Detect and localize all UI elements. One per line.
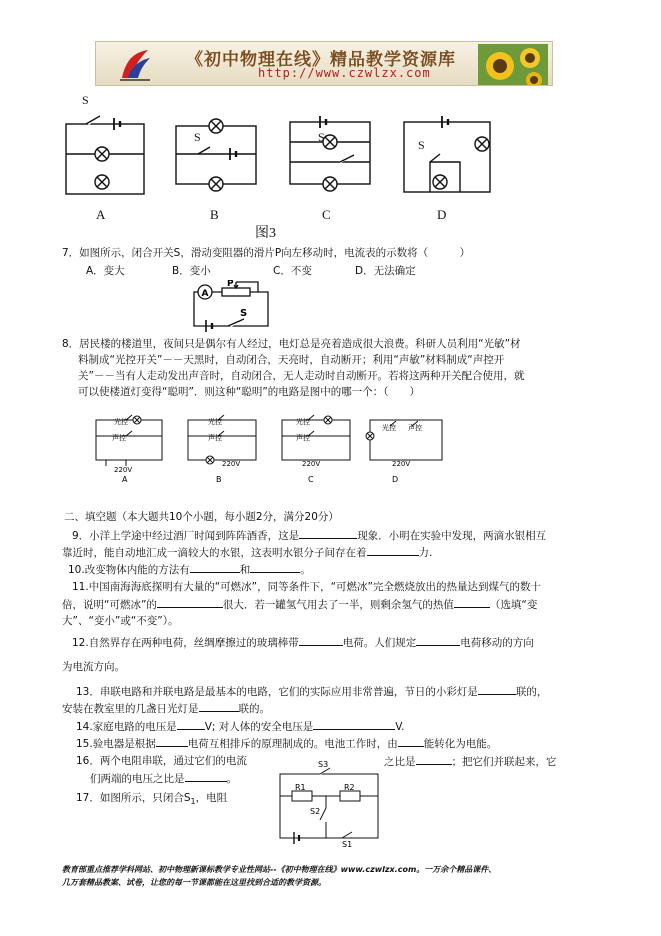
q8-b-voltage: 220V — [222, 460, 241, 468]
logo-icon — [118, 48, 152, 82]
q14-part-2: V; 对人体的安全电压是 — [204, 721, 314, 733]
q12-blank-1[interactable] — [299, 635, 343, 646]
q13-part-3: 安装在教室里的几盏日光灯是 — [62, 703, 199, 715]
q9-blank-2[interactable] — [367, 545, 419, 556]
q10-part-3: 。 — [300, 564, 311, 576]
q17-subscript: 1 — [190, 797, 196, 807]
q9-part-3: 靠近时，能自动地汇成一滴较大的水银，这表明水银分子间存在着 — [62, 547, 367, 559]
fig3-option-b: B — [210, 207, 219, 222]
q8-line-3: 关”－－当有人走动发出声音时，自动闭合，无人走动时自动断开。若将这两种开关配合使用，就 — [78, 370, 525, 382]
q7-ammeter-label: A — [201, 289, 209, 299]
q8-option-b: B — [216, 475, 222, 484]
q10-part-2: 和 — [239, 564, 251, 576]
q8-option-c: C — [308, 475, 314, 484]
q7-switch-label: S — [240, 308, 248, 319]
fig3-caption: 图3 — [255, 226, 276, 241]
q12-line-1 — [72, 635, 534, 650]
q10-blank-2[interactable] — [250, 562, 300, 573]
q11-part-2: 倍，说明“可燃冰”的 — [62, 599, 157, 611]
q10-part-1: 10.改变物体内能的方法有 — [68, 564, 190, 576]
q13-line-2 — [62, 701, 270, 716]
q8-a-light-label: 光控 — [114, 418, 128, 426]
q17-s3-label: S3 — [318, 760, 329, 769]
q8-d-sound-label: 声控 — [408, 424, 422, 432]
q15-blank-2[interactable] — [398, 736, 424, 747]
q15-part-3: 能转化为电能。 — [423, 738, 498, 750]
q8-a-sound-label: 声控 — [112, 434, 126, 442]
banner-title: 《初中物理在线》精品教学资源库 — [186, 50, 456, 70]
q8-c-sound-label: 声控 — [296, 434, 310, 442]
header-banner — [95, 41, 553, 86]
q17-s2-label: S2 — [310, 807, 321, 816]
q14-blank-2[interactable] — [313, 719, 395, 730]
q8-b-light-label: 光控 — [208, 418, 222, 426]
q13-blank-1[interactable] — [478, 684, 516, 695]
q8-d-voltage: 220V — [392, 460, 411, 468]
q9-part-1: 9．小洋上学途中经过酒厂时闻到阵阵酒香，这是 — [72, 530, 300, 542]
fig3-switch-label-b: S — [194, 130, 201, 144]
q14-line — [76, 719, 404, 734]
footer-line-2: 几万套精品教案、试卷，让您的每一节课都能在这里找到合适的教学资源。 — [62, 878, 326, 887]
q17-part-2: ，电阻 — [195, 792, 228, 804]
q10-line — [68, 562, 311, 577]
q7-choice-d: D．无法确定 — [355, 265, 416, 277]
q7-choice-b: B．变小 — [172, 265, 211, 277]
q8-c-voltage: 220V — [302, 460, 321, 468]
q12-part-2: 电荷。人们规定 — [342, 637, 417, 649]
q8-circuits-figure — [92, 414, 452, 484]
q8-b-sound-label: 声控 — [208, 434, 222, 442]
q16-part-5: 。 — [226, 773, 237, 785]
q11-line-3: 大”、“变小”或“不变”）。 — [62, 615, 179, 627]
q8-d-light-label: 光控 — [382, 424, 396, 432]
q8-line-1: 8．居民楼的楼道里，夜间只是偶尔有人经过，电灯总是亮着造成很大浪费。科研人员利用“光敏”材 — [62, 338, 521, 350]
q14-part-3: V. — [395, 721, 405, 733]
q13-part-2: 联的， — [515, 686, 548, 698]
q15-line — [76, 736, 497, 751]
q12-part-1: 12.自然界存在两种电荷，丝绸摩擦过的玻璃棒带 — [72, 637, 299, 649]
q17-circuit-figure — [272, 760, 386, 848]
q8-line-4: 可以使楼道灯变得“聪明”．则这种“聪明”的电路是图中的哪一个：（ ） — [78, 386, 421, 398]
q16-part-3: ；把它们并联起来，它 — [451, 756, 557, 768]
q14-blank-1[interactable] — [177, 719, 205, 730]
q7-choice-a: A．变大 — [86, 265, 125, 277]
q15-blank-1[interactable] — [156, 736, 188, 747]
q11-line-2 — [62, 597, 537, 612]
fig3-option-a: A — [96, 207, 106, 222]
q16-line-1b — [384, 754, 557, 769]
q16-part-4: 们两端的电压之比是 — [90, 773, 185, 785]
banner-url[interactable]: http://www.czwlzx.com — [258, 66, 431, 80]
q7-circuit-figure — [186, 280, 272, 334]
q17-r1-label: R1 — [295, 783, 306, 792]
q9-part-4: 力. — [418, 547, 433, 559]
q7-slider-label: P — [227, 280, 234, 289]
footer-line-1: 教育部重点推荐学科网站、初中物理新课标教学专业性网站--《初中物理在线》www.czwlzx.com。一万余个精品课件、 — [62, 865, 497, 874]
q13-blank-2[interactable] — [199, 701, 239, 712]
q12-blank-2[interactable] — [416, 635, 460, 646]
q9-blank-1[interactable] — [299, 528, 357, 539]
section2-heading: 二、填空题（本大题共10个小题，每小题2分，满分20分） — [64, 511, 339, 523]
q11-part-3: 很大．若一罐氢气用去了一半，则剩余氢气的热值 — [222, 599, 454, 611]
q11-blank-1[interactable] — [157, 597, 223, 608]
q8-option-a: A — [122, 475, 128, 484]
q14-part-1: 14.家庭电路的电压是 — [76, 721, 177, 733]
fig3-switch-label-d: S — [418, 138, 425, 152]
q8-c-light-label: 光控 — [296, 418, 310, 426]
q9-line-1 — [72, 528, 546, 543]
q17-part-1: 17．如图所示，只闭合S — [76, 792, 191, 804]
fig3-switch-label-c: S — [318, 130, 325, 144]
q9-line-2 — [62, 545, 432, 560]
q13-part-4: 联的。 — [238, 703, 270, 715]
q16-part-2: 之比是 — [384, 756, 416, 768]
q16-line-1a: 16．两个电阻串联，通过它们的电流 — [76, 755, 247, 767]
fig3-option-d: D — [437, 207, 447, 222]
fig3-switch-label-a: S — [82, 93, 89, 107]
q12-line-2: 为电流方向。 — [62, 661, 125, 673]
q17-line — [76, 791, 227, 809]
q9-part-2: 现象．小明在实验中发现，两滴水银相互 — [357, 530, 547, 542]
sunflower-image — [478, 44, 548, 86]
q11-part-4: （选填“变 — [489, 599, 538, 611]
q13-part-1: 13．串联电路和并联电路是最基本的电路，它们的实际应用非常普遍，节日的小彩灯是 — [76, 686, 478, 698]
q8-a-voltage: 220V — [114, 466, 133, 474]
q11-line-1: 11.中国南海海底探明有大量的“可燃冰”，同等条件下，“可燃冰”完全燃烧放出的热量达到煤气的数十 — [72, 581, 541, 593]
q7-stem: 7．如图所示，闭合开关S，滑动变阻器的滑片P向左移动时，电流表的示数将（ ） — [62, 247, 471, 259]
q15-part-2: 电荷互相排斥的原理制成的。电池工作时，由 — [187, 738, 398, 750]
q15-part-1: 15.验电器是根据 — [76, 738, 156, 750]
q16-blank-3[interactable] — [185, 771, 227, 782]
q8-line-2: 料制成“光控开关”－－天黑时，自动闭合，天亮时，自动断开；利用“声敏”材料制成“声控开 — [78, 354, 505, 366]
q11-blank-2[interactable] — [454, 597, 490, 608]
q17-s1-label: S1 — [342, 840, 353, 848]
figure-3-circuits — [58, 92, 498, 242]
q16-line-2 — [90, 771, 237, 786]
q16-blank-2[interactable] — [416, 754, 452, 765]
fig3-option-c: C — [322, 207, 331, 222]
q12-part-3: 电荷移动的方向 — [460, 637, 534, 649]
q8-option-d: D — [392, 475, 399, 484]
q17-r2-label: R2 — [344, 783, 355, 792]
q7-choice-c: C．不变 — [273, 265, 312, 277]
q10-blank-1[interactable] — [190, 562, 240, 573]
q13-line-1 — [76, 684, 547, 699]
